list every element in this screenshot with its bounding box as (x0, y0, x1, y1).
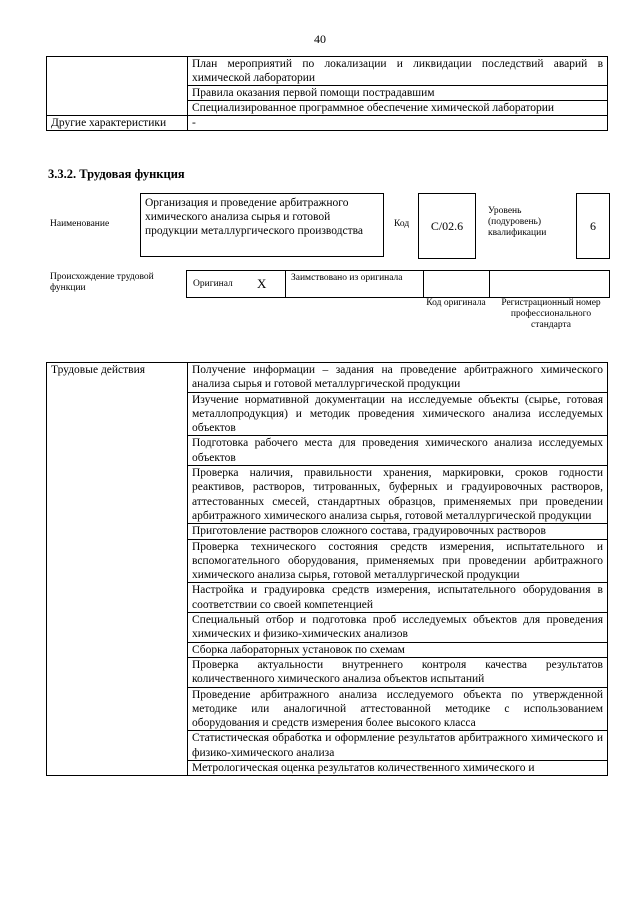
action-item: Проведение арбитражного анализа исследуемого объекта по утвержденной методике или аналогичной аттестованной методике с использованием оборудования и средств измерения более высокого класса (188, 687, 608, 731)
table-cell (47, 57, 188, 116)
action-item: Приготовление растворов сложного состава, градуировочных растворов (188, 524, 608, 539)
code-caption: Код оригинала (426, 298, 486, 308)
page-number: 40 (314, 32, 326, 46)
divider (423, 271, 424, 297)
origin-label: Происхождение трудовой функции (50, 272, 154, 293)
action-item: Статистическая обработка и оформление результатов арбитражного химического и физико-химического анализа (188, 731, 608, 761)
action-item: Изучение нормативной документации на исследуемые объекты (сырье, готовая металлопродукция) и методик проведения химического анализа исследуемых объектов (188, 392, 608, 436)
other-characteristics-label: Другие характеристики (47, 116, 188, 131)
divider (489, 271, 490, 297)
table-row (47, 57, 608, 86)
table-row (47, 363, 608, 393)
reg-caption: Регистрационный номер профессионального стандарта (501, 298, 601, 330)
knowledge-table (46, 56, 608, 131)
table-row (47, 116, 608, 131)
section-heading: 3.3.2. Трудовая функция (48, 167, 185, 181)
table-cell: План мероприятий по локализации и ликвидации последствий аварий в химической лаборатории (188, 57, 608, 86)
action-item: Проверка технического состояния средств измерения, испытательного и вспомогательного оборудования, применяемых при проведении арбитражного химического анализа сырья, готовой металлургической продукции (188, 539, 608, 583)
level-value: 6 (576, 193, 610, 259)
function-code: C/02.6 (418, 193, 476, 259)
action-item: Проверка наличия, правильности хранения, маркировки, сроков годности реактивов, растворов, титрованных, буферных и градуировочных растворов, аттестованных смесей, стандартных образцов, применяемых при проведении арбитражного химического анализа сырья, готовой металлургической продукции (188, 466, 608, 524)
action-item: Настройка и градуировка средств измерения, испытательного оборудования в соответствии со своей компетенцией (188, 583, 608, 613)
action-item: Проверка актуальности внутреннего контроля качества результатов количественного химического анализа объектов испытаний (188, 657, 608, 687)
action-item: Получение информации – задания на проведение арбитражного химического анализа сырья и готовой металлургической продукции (188, 363, 608, 393)
level-label: Уровень (подуровень) квалификации (488, 206, 547, 238)
origin-row (186, 270, 610, 298)
table-cell: Специализированное программное обеспечение химической лаборатории (188, 101, 608, 116)
actions-label: Трудовые действия (47, 363, 188, 776)
table-cell: Правила оказания первой помощи пострадавшим (188, 86, 608, 101)
action-item: Сборка лабораторных установок по схемам (188, 642, 608, 657)
original-label: Оригинал (193, 279, 233, 289)
divider (285, 271, 286, 297)
original-mark: X (257, 276, 267, 291)
code-label: Код (394, 219, 410, 229)
table-cell: - (188, 116, 608, 131)
action-item: Специальный отбор и подготовка проб исследуемых объектов для проведения химических и физико-химических анализов (188, 613, 608, 643)
action-item: Метрологическая оценка результатов количественного химического и (188, 761, 608, 776)
action-item: Подготовка рабочего места для проведения химического анализа исследуемых объектов (188, 436, 608, 466)
function-name: Организация и проведение арбитражного химического анализа сырья и готовой продукции металлургического производства (140, 193, 384, 257)
name-label: Наименование (50, 219, 110, 229)
actions-table (46, 362, 608, 776)
borrowed-label: Заимствовано из оригинала (291, 273, 403, 283)
